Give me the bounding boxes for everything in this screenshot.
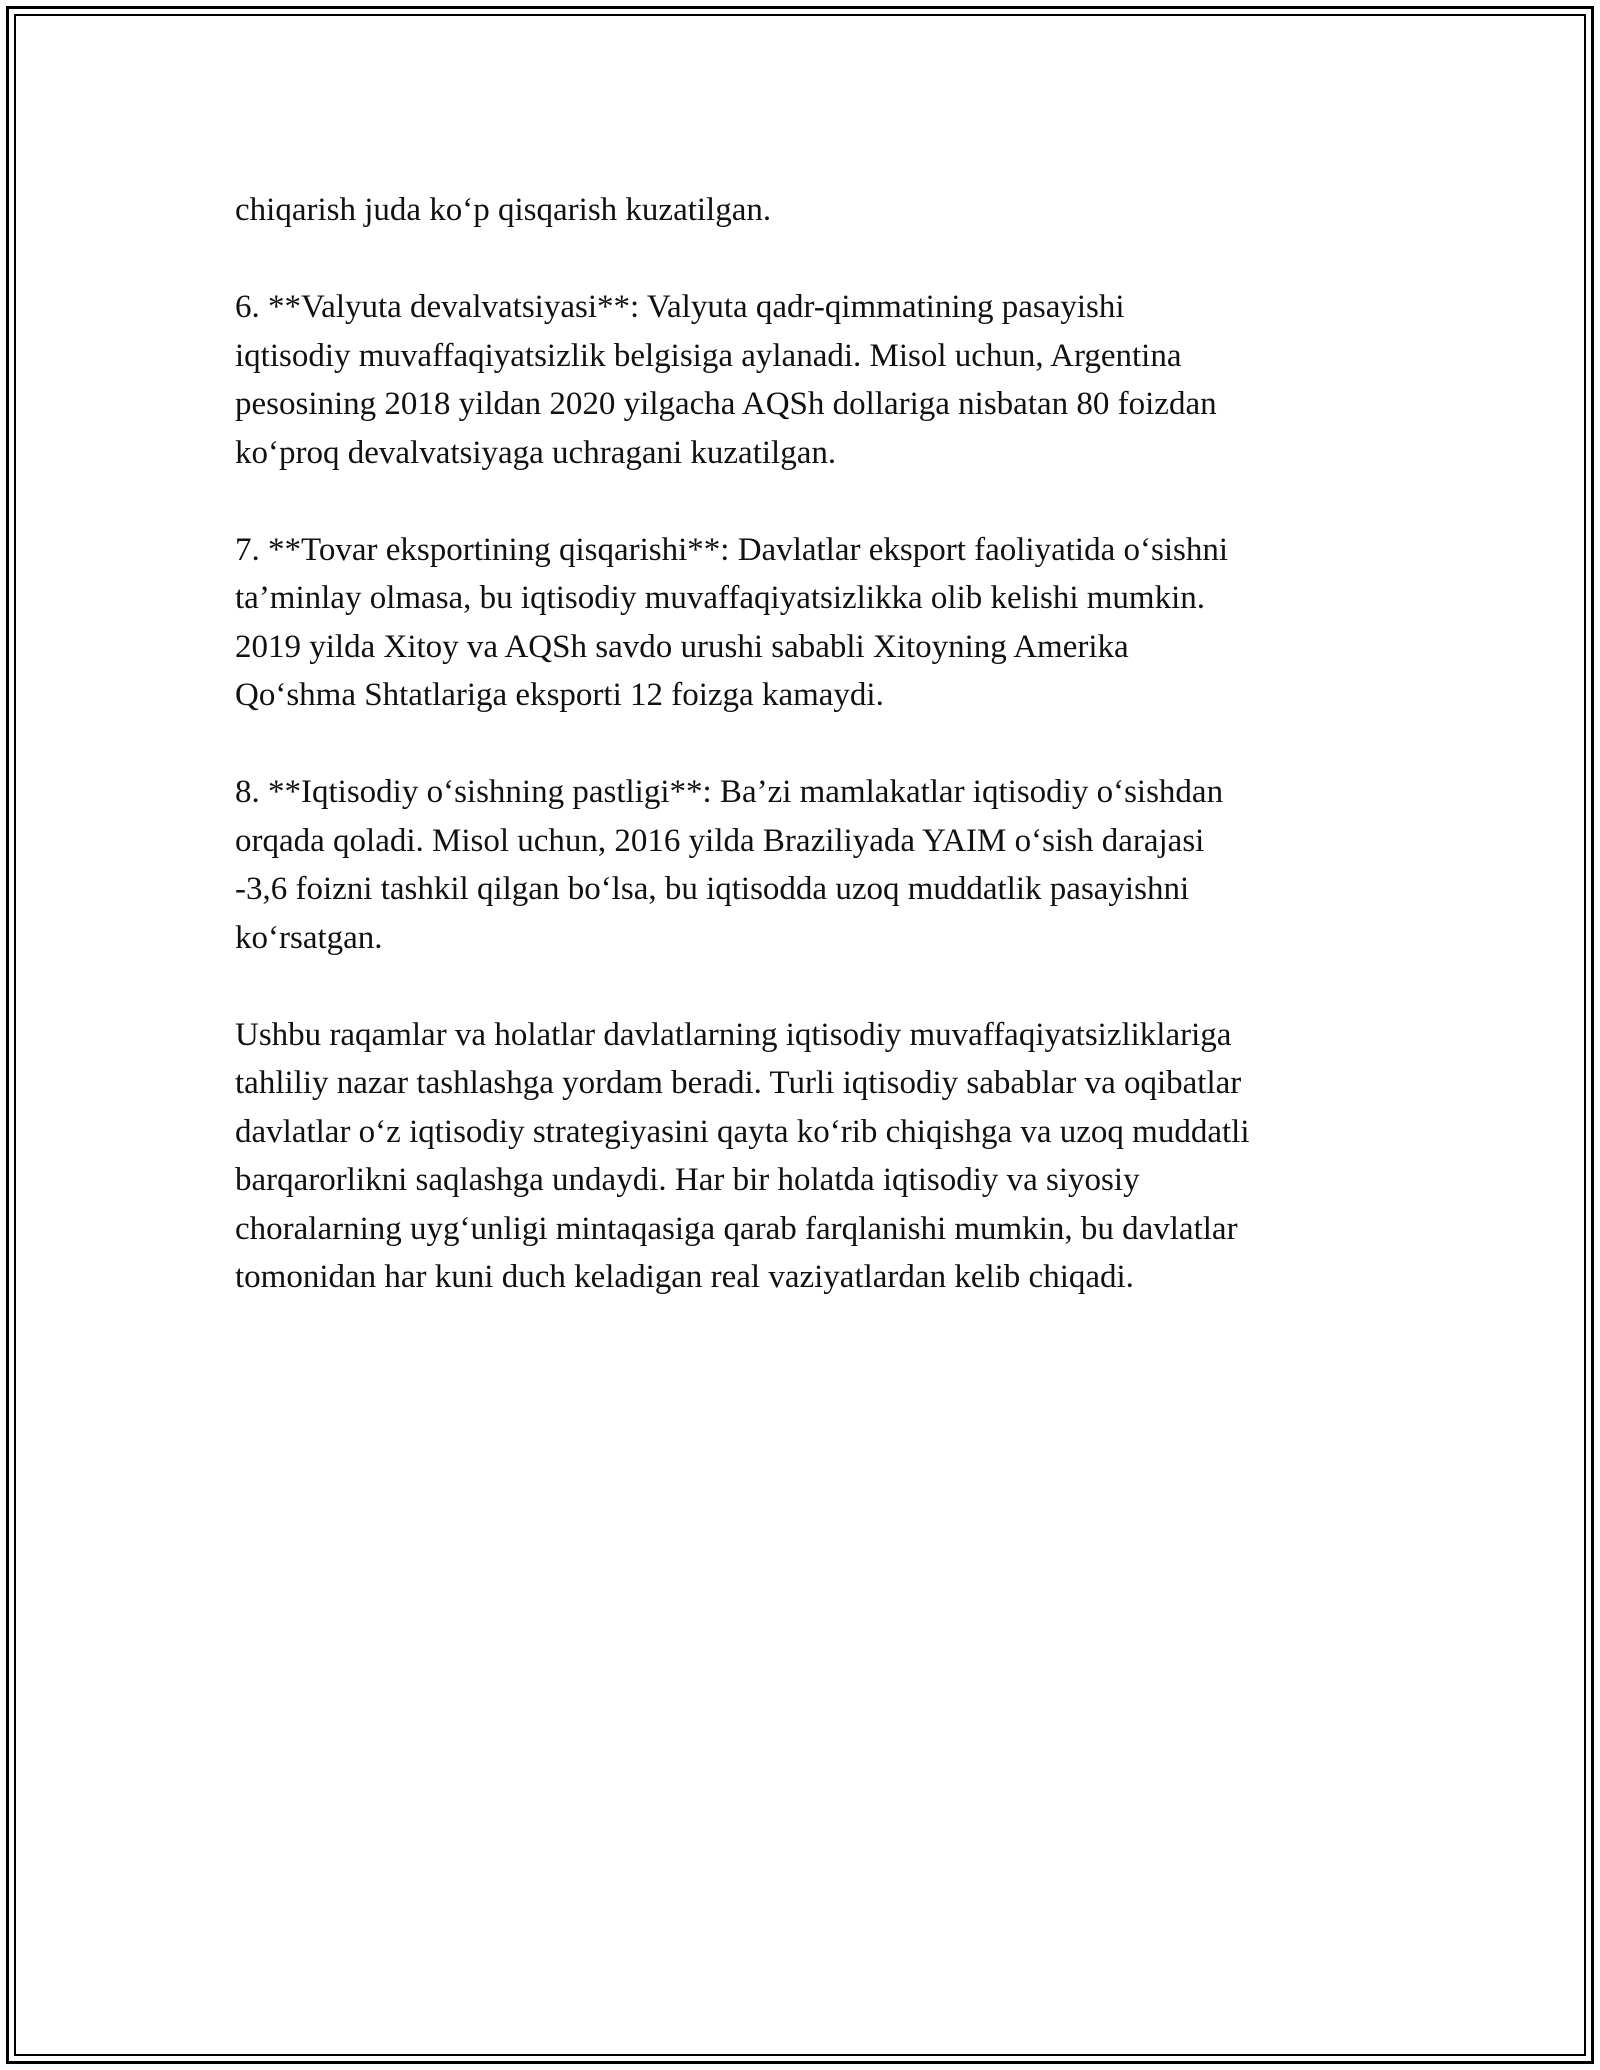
text-line: ko‘proq devalvatsiyaga uchragani kuzatilgan. xyxy=(235,434,837,471)
text-line: orqada qoladi. Misol uchun, 2016 yilda Braziliyada YAIM o‘sish darajasi xyxy=(235,822,1205,859)
text-line: 2019 yilda Xitoy va AQSh savdo urushi sababli Xitoyning Amerika xyxy=(235,628,1129,665)
paragraph-conclusion xyxy=(235,1011,1395,1302)
paragraph-item-8 xyxy=(235,768,1395,962)
paragraph-item-6 xyxy=(235,283,1395,477)
text-line: davlatlar o‘z iqtisodiy strategiyasini qayta ko‘rib chiqishga va uzoq muddatli xyxy=(235,1113,1250,1150)
text-line: barqarorlikni saqlashga undaydi. Har bir holatda iqtisodiy va siyosiy xyxy=(235,1162,1140,1198)
text-line: choralarning uyg‘unligi mintaqasiga qarab farqlanishi mumkin, bu davlatlar xyxy=(235,1210,1238,1247)
text-line: Ushbu raqamlar va holatlar davlatlarning iqtisodiy muvaffaqiyatsizliklariga xyxy=(235,1016,1232,1053)
paragraph-continuation xyxy=(235,186,1395,235)
text-line: 8. **Iqtisodiy o‘sishning pastligi**: Ba’zi mamlakatlar iqtisodiy o‘sishdan xyxy=(235,774,1224,810)
text-line: tomonidan har kuni duch keladigan real vaziyatlardan kelib chiqadi. xyxy=(235,1259,1134,1295)
text-line: ta’minlay olmasa, bu iqtisodiy muvaffaqiyatsizlikka olib kelishi mumkin. xyxy=(235,580,1206,616)
text-line: ko‘rsatgan. xyxy=(235,919,383,956)
text-line: tahliliy nazar tashlashga yordam beradi. Turli iqtisodiy sabablar va oqibatlar xyxy=(235,1065,1242,1101)
text-line: chiqarish juda ko‘p qisqarish kuzatilgan. xyxy=(235,192,772,228)
text-line: 7. **Tovar eksportining qisqarishi**: Davlatlar eksport faoliyatida o‘sishni xyxy=(235,531,1228,568)
document-body xyxy=(235,186,1395,1350)
text-line: Qo‘shma Shtatlariga eksporti 12 foizga kamaydi. xyxy=(235,677,884,713)
paragraph-item-7 xyxy=(235,526,1395,720)
text-line: pesosining 2018 yildan 2020 yilgacha AQSh dollariga nisbatan 80 foizdan xyxy=(235,386,1217,422)
text-line: -3,6 foizni tashkil qilgan bo‘lsa, bu iqtisodda uzoq muddatlik pasayishni xyxy=(235,871,1190,907)
text-line: 6. **Valyuta devalvatsiyasi**: Valyuta qadr-qimmatining pasayishi xyxy=(235,289,1125,325)
text-line: iqtisodiy muvaffaqiyatsizlik belgisiga aylanadi. Misol uchun, Argentina xyxy=(235,337,1182,374)
